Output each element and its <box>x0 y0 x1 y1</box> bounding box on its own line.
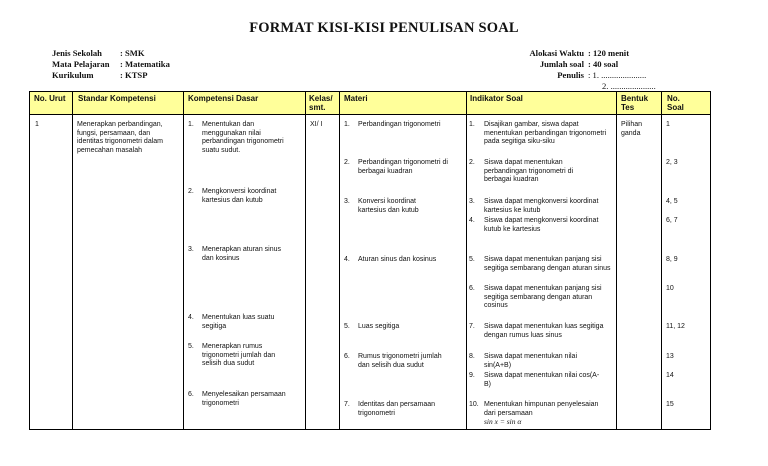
materi-number: 6. <box>344 353 350 360</box>
materi-item: Perbandingan trigonometri <box>358 121 441 128</box>
materi-number: 5. <box>344 323 350 330</box>
header-no-urut: No. Urut <box>34 94 66 103</box>
info-value: : 120 menit <box>588 48 630 58</box>
column-divider <box>661 92 662 429</box>
cell-standar-kompetensi: Menerapkan perbandingan, fungsi, persamaan, dan identitas trigonometri dalam pemecahan masalah <box>77 121 163 154</box>
info-kurikulum <box>52 70 170 81</box>
info-jumlah-soal <box>500 59 656 70</box>
indikator-number: 10. <box>469 401 479 408</box>
header-materi: Materi <box>344 94 368 103</box>
indikator-number: 1. <box>469 121 475 128</box>
info-value: : SMK <box>120 48 145 58</box>
indikator-number: 9. <box>469 372 475 379</box>
info-left <box>52 48 170 81</box>
no-soal-value: 14 <box>666 372 674 379</box>
kd-number: 5. <box>188 343 194 350</box>
info-label: Mata Pelajaran <box>52 59 110 69</box>
header-bentuk-tes: Bentuk Tes <box>621 94 649 112</box>
info-label: Kurikulum <box>52 70 94 80</box>
materi-item: Perbandingan trigonometri di berbagai kuadran <box>358 159 448 175</box>
column-divider <box>305 92 306 429</box>
indikator-item: Siswa dapat menentukan panjang sisi segitiga sembarang dengan aturan sinus <box>484 256 611 272</box>
column-divider <box>616 92 617 429</box>
materi-number: 7. <box>344 401 350 408</box>
kisi-kisi-table <box>29 91 711 430</box>
no-soal-value: 13 <box>666 353 674 360</box>
indikator-item: Siswa dapat menentukan nilai cos(A-B) <box>484 372 600 388</box>
kd-number: 2. <box>188 188 194 195</box>
kd-item: Mengkonversi koordinat kartesius dan kutub <box>202 188 277 204</box>
info-jenis-sekolah <box>52 48 170 59</box>
info-right <box>500 48 656 92</box>
kd-item: Menerapkan rumus trigonometri jumlah dan selisih dua sudut <box>202 343 276 368</box>
indikator-item: Siswa dapat menentukan nilai sin(A+B) <box>484 353 578 369</box>
materi-item: Aturan sinus dan kosinus <box>358 256 437 263</box>
indikator-item: Disajikan gambar, siswa dapat menentukan perbandingan trigonometri pada segitiga siku-siku <box>484 121 607 146</box>
kd-item: Menyelesaikan persamaan trigonometri <box>202 391 286 407</box>
info-value: 2. ..................... <box>602 81 656 91</box>
kd-number: 1. <box>188 121 194 128</box>
cell-no-urut: 1 <box>35 121 39 128</box>
info-alokasi-waktu <box>500 48 656 59</box>
column-divider <box>72 92 73 429</box>
indikator-item: Siswa dapat menentukan panjang sisi segitiga sembarang dengan aturan cosinus <box>484 285 602 310</box>
no-soal-value: 10 <box>666 285 674 292</box>
kd-number: 6. <box>188 391 194 398</box>
info-mata-pelajaran <box>52 59 170 70</box>
kd-number: 3. <box>188 246 194 253</box>
cell-kelas-smt: XI/ I <box>310 121 323 128</box>
page-title: FORMAT KISI-KISI PENULISAN SOAL <box>249 20 519 36</box>
materi-item: Konversi koordinat kartesius dan kutub <box>358 198 419 214</box>
indikator-item: Menentukan himpunan penyelesaian dari persamaan <box>484 401 599 417</box>
indikator-item: Siswa dapat mengkonversi koordinat kartesius ke kutub <box>484 198 599 214</box>
info-label: Alokasi Waktu <box>529 48 584 58</box>
info-label: Jenis Sekolah <box>52 48 102 58</box>
info-label: Jumlah soal <box>539 59 584 69</box>
materi-number: 2. <box>344 159 350 166</box>
info-penulis <box>500 70 656 81</box>
table-header <box>30 92 710 115</box>
indikator-item: Siswa dapat menentukan perbandingan trigonometri di berbagai kuadran <box>484 159 574 184</box>
header-indikator-soal: Indikator Soal <box>470 94 523 103</box>
kd-item: Menerapkan aturan sinus dan kosinus <box>202 246 281 262</box>
materi-number: 4. <box>344 256 350 263</box>
info-value: : 40 soal <box>588 59 619 69</box>
indikator-number: 8. <box>469 353 475 360</box>
no-soal-value: 1 <box>666 121 670 128</box>
column-divider <box>183 92 184 429</box>
cell-bentuk-tes: Pilihan ganda <box>621 121 643 137</box>
info-value: : Matematika <box>120 59 170 69</box>
header-no-soal: No. Soal <box>667 94 684 112</box>
materi-item: Identitas dan persamaan trigonometri <box>358 401 436 417</box>
materi-item: Luas segitiga <box>358 323 400 330</box>
kd-number: 4. <box>188 314 194 321</box>
info-value: : KTSP <box>120 70 148 80</box>
info-label: Penulis <box>557 70 584 80</box>
header-standar-kompetensi: Standar Kompetensi <box>78 94 156 103</box>
no-soal-value: 6, 7 <box>666 217 678 224</box>
indikator-item: Siswa dapat menentukan luas segitiga dengan rumus luas sinus <box>484 323 604 339</box>
materi-item: Rumus trigonometri jumlah dan selisih dua sudut <box>358 353 442 369</box>
header-kelas-smt: Kelas/ smt. <box>309 94 333 112</box>
indikator-number: 7. <box>469 323 475 330</box>
info-value: : 1. ..................... <box>588 70 647 80</box>
materi-number: 1. <box>344 121 350 128</box>
indikator-number: 4. <box>469 217 475 224</box>
header-kompetensi-dasar: Kompetensi Dasar <box>188 94 259 103</box>
column-divider <box>466 92 467 429</box>
indikator-equation: sin x = sin α <box>484 417 522 426</box>
kd-item: Menentukan dan menggunakan nilai perbandingan trigonometri suatu sudut. <box>202 121 284 154</box>
no-soal-value: 8, 9 <box>666 256 678 263</box>
kd-item: Menentukan luas suatu segitiga <box>202 314 275 330</box>
no-soal-value: 2, 3 <box>666 159 678 166</box>
no-soal-value: 11, 12 <box>666 323 685 330</box>
no-soal-value: 4, 5 <box>666 198 678 205</box>
indikator-number: 5. <box>469 256 475 263</box>
materi-number: 3. <box>344 198 350 205</box>
indikator-number: 2. <box>469 159 475 166</box>
indikator-number: 6. <box>469 285 475 292</box>
no-soal-value: 15 <box>666 401 674 408</box>
indikator-number: 3. <box>469 198 475 205</box>
column-divider <box>339 92 340 429</box>
indikator-item: Siswa dapat mengkonversi koordinat kutub ke kartesius <box>484 217 599 233</box>
